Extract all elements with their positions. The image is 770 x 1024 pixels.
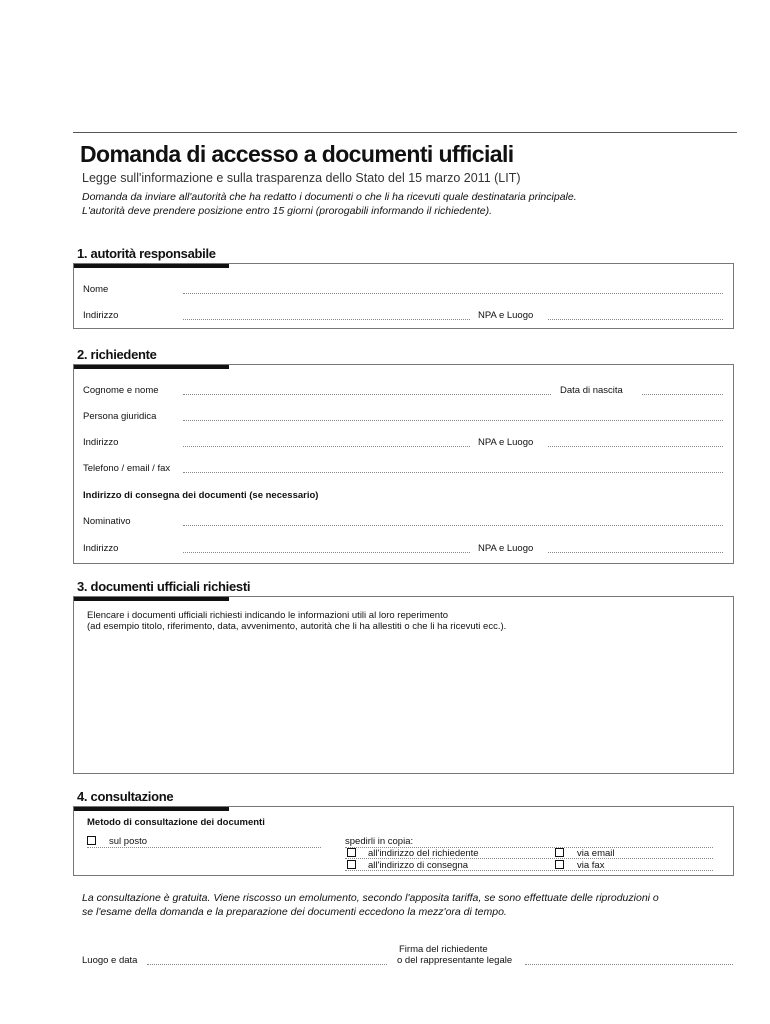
label-spedirli: spedirli in copia: (345, 836, 414, 847)
footer-note-1: La consultazione è gratuita. Viene riscosso un emolumento, secondo l'apposita tariffa, se sono effettuate delle riproduzioni o (82, 892, 659, 904)
field-data-nascita[interactable] (642, 394, 723, 395)
consegna-heading: Indirizzo di consegna dei documenti (se necessario) (83, 490, 319, 501)
field-indirizzo-richiedente[interactable] (183, 446, 470, 447)
label-via-email: via email (577, 848, 615, 859)
field-indirizzo-consegna[interactable] (183, 552, 470, 553)
documenti-instructions-1: Elencare i documenti ufficiali richiesti indicando le informazioni utili al loro reperimento (87, 610, 448, 621)
form-subtitle: Legge sull'informazione e sulla trasparenza dello Stato del 15 marzo 2011 (LIT) (82, 171, 521, 185)
section-1-heading: 1. autorità responsabile (77, 246, 216, 261)
label-indirizzo-consegna-opt: all'indirizzo di consegna (368, 860, 469, 871)
label-cognome-nome: Cognome e nome (83, 385, 159, 396)
section-3-heading: 3. documenti ufficiali richiesti (77, 579, 251, 594)
label-via-fax: via fax (577, 860, 605, 871)
field-luogo-data[interactable] (147, 964, 387, 965)
field-nome[interactable] (183, 293, 723, 294)
opt-row-1-line (345, 858, 713, 859)
label-indirizzo: Indirizzo (83, 310, 119, 321)
label-npa-luogo-richiedente: NPA e Luogo (478, 437, 534, 448)
metodo-heading: Metodo di consultazione dei documenti (87, 817, 265, 828)
section-4-heading: 4. consultazione (77, 789, 174, 804)
label-nome: Nome (83, 284, 109, 295)
field-npa-luogo-richiedente[interactable] (548, 446, 723, 447)
field-npa-luogo-consegna[interactable] (548, 552, 723, 553)
label-indirizzo-richiedente-opt: all'indirizzo del richiedente (368, 848, 479, 859)
field-npa-luogo[interactable] (548, 319, 723, 320)
intro-line-2: L'autorità deve prendere posizione entro 15 giorni (prorogabili informando il richiedente). (82, 205, 492, 217)
documenti-instructions-2: (ad esempio titolo, riferimento, data, avvenimento, autorità che li ha allestiti o che li ha ricevuti ecc.). (87, 621, 507, 632)
label-nominativo: Nominativo (83, 516, 131, 527)
form-title: Domanda di accesso a documenti ufficiali (80, 141, 514, 167)
field-firma[interactable] (525, 964, 733, 965)
label-npa-luogo: NPA e Luogo (478, 310, 534, 321)
label-sul-posto: sul posto (109, 836, 148, 847)
label-firma-1: Firma del richiedente (399, 944, 488, 955)
footer-note-2: se l'esame della domanda e la preparazione dei documenti eccedono la mezz'ora di tempo. (82, 906, 507, 918)
sul-posto-line (87, 847, 321, 848)
section-2-heading: 2. richiedente (77, 347, 157, 362)
top-divider (73, 132, 737, 133)
label-data-nascita: Data di nascita (560, 385, 623, 396)
checkbox-via-email[interactable] (555, 848, 564, 857)
checkbox-indirizzo-richiedente[interactable] (347, 848, 356, 857)
label-persona-giuridica: Persona giuridica (83, 411, 157, 422)
intro-line-1: Domanda da inviare all'autorità che ha redatto i documenti o che li ha ricevuti quale destinataria principale. (82, 191, 577, 203)
label-indirizzo-consegna: Indirizzo (83, 543, 119, 554)
label-firma-2: o del rappresentante legale (397, 955, 513, 966)
opt-row-2-line (345, 870, 713, 871)
field-nominativo[interactable] (183, 525, 723, 526)
label-luogo-data: Luogo e data (82, 955, 138, 966)
label-npa-luogo-consegna: NPA e Luogo (478, 543, 534, 554)
field-indirizzo[interactable] (183, 319, 470, 320)
checkbox-sul-posto[interactable] (87, 836, 96, 845)
field-persona-giuridica[interactable] (183, 420, 723, 421)
label-indirizzo-richiedente: Indirizzo (83, 437, 119, 448)
field-telefono[interactable] (183, 472, 723, 473)
label-telefono: Telefono / email / fax (83, 463, 171, 474)
checkbox-via-fax[interactable] (555, 860, 564, 869)
field-cognome-nome[interactable] (183, 394, 551, 395)
checkbox-indirizzo-consegna[interactable] (347, 860, 356, 869)
